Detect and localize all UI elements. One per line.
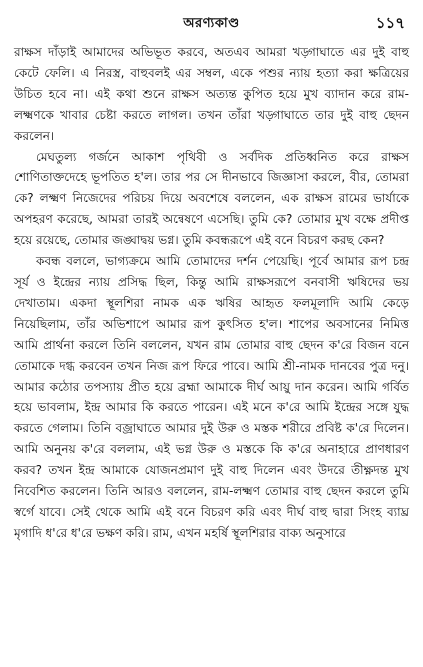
body-text <box>14 42 409 544</box>
running-title: অরণ্যকাণ্ড <box>183 16 240 31</box>
paragraph-2: মেঘতুল্য গর্জনে আকাশ পৃথিবী ও সর্বদিক প্রতিধ্বনিত করে রাক্ষস শোণিতাক্তদেহে ভূপতিত হ'ল। তার পর সে দীনভাবে জিজ্ঞাসা করলে, বীর, তোমরা কে? লক্ষ্মণ নিজেদের পরিচয় দিয়ে অবশেষে বললেন, এক রাক্ষস রামের ভার্যাকে অপহরণ করেছে, আমরা তারই অন্বেষণে এসেছি। তুমি কে? তোমার মুখ বক্ষে প্রদীপ্ত হয়ে রয়েছে, তোমার জঙ্ঘাদ্বয় ভগ্ন। তুমি কবন্ধরূপে এই বনে বিচরণ করছ কেন? <box>14 149 409 248</box>
paragraph-1: রাক্ষস দাঁড়াই আমাদের অভিভূত করবে, অতএব আমরা খড়্গাঘাতে এর দুই বাহু কেটে ফেলি। এ নিরস্ত্র, বাহুবলই এর সম্বল, একে পশুর ন্যায় হত্যা করা ক্ষত্রিয়ের উচিত হবে না। এই কথা শুনে রাক্ষস অত্যন্ত কুপিত হয়ে মুখ ব্যাদান করে রাম-লক্ষ্মণকে খাবার চেষ্টা করতে লাগল। তখন তাঁরা খড়্গাঘাতে তার দুই বাহু ছেদন করলেন। <box>14 45 409 143</box>
paragraph-3: কবন্ধ বললে, ভাগ্যক্রমে আমি তোমাদের দর্শন পেয়েছি। পূর্বে আমার রূপ চন্দ্র সূর্য ও ইন্দ্রের ন্যায় প্রসিদ্ধ ছিল, কিন্তু আমি রাক্ষসরূপে বনবাসী ঋষিদের ভয় দেখাতাম। একদা স্থূলশিরা নামক এক ঋষির আহৃত ফলমূলাদি আমি কেড়ে নিয়েছিলাম, তাঁর অভিশাপে আমার রূপ কুৎসিত হ'ল। শাপের অবসানের নিমিত্ত আমি প্রার্থনা করলে তিনি বললেন, যখন রাম তোমার বাহু ছেদন ক'রে বিজন বনে তোমাকে দগ্ধ করবেন তখন নিজ রূপ ফিরে পাবে। আমি শ্রী-নামক দানবের পুত্র দনু। আমার কঠোর তপস্যায় প্রীত হয়ে ব্রহ্মা আমাকে দীর্ঘ আয়ু দান করেন। আমি গর্বিত হয়ে ভাবলাম, ইন্দ্র আমার কি করতে পারেন। এই মনে ক'রে আমি ইন্দ্রের সঙ্গে যুদ্ধ করতে গেলাম। তিনি বজ্রাঘাতে আমার দুই উরু ও মস্তক শরীরে প্রবিষ্ট ক'রে দিলেন। আমি অনুনয় ক'রে বললাম, এই ভগ্ন উরু ও মস্তকে কি ক'রে অনাহারে প্রাণধারণ করব? তখন ইন্দ্র আমাকে যোজনপ্রমাণ দুই বাহু দিলেন এবং উদরে তীক্ষ্ণদন্ত মুখ নিবেশিত করলেন। তিনি আরও বললেন, রাম-লক্ষ্মণ তোমার বাহু ছেদন করলে তুমি স্বর্গে যাবে। সেই থেকে আমি এই বনে বিচরণ করি এবং দীর্ঘ বাহু দ্বারা সিংহ ব্যাঘ্র মৃগাদি ধ'রে ধ'রে ভক্ষণ করি। রাম, এখন মহর্ষি স্থূলশিরার বাক্য অনুসারে <box>14 254 409 540</box>
page-number: ১১৭ <box>375 14 405 32</box>
page-header <box>0 8 423 36</box>
